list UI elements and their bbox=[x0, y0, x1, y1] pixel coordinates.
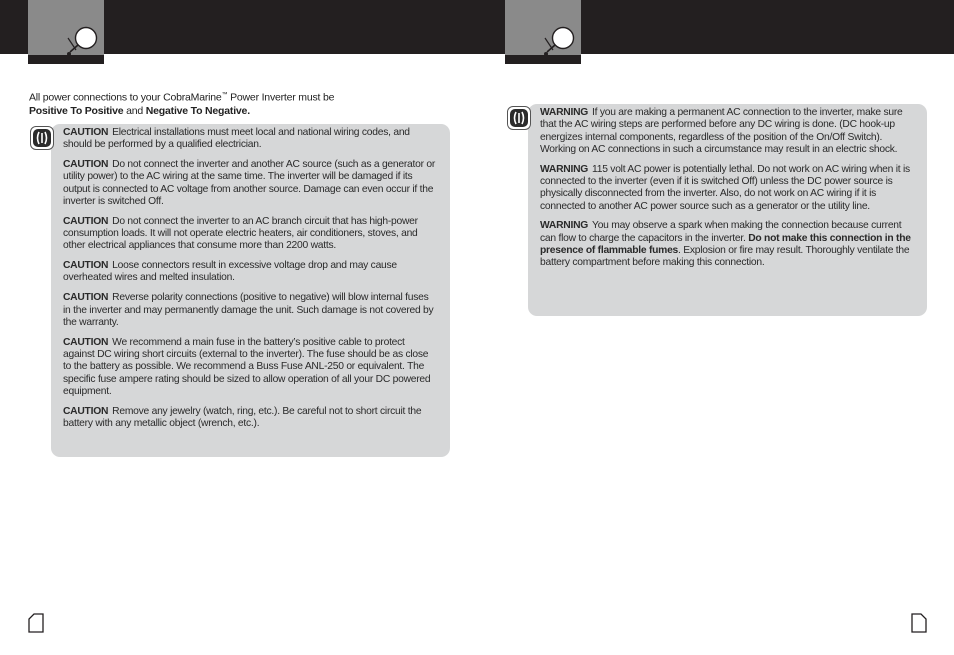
warning-label: WARNING bbox=[540, 163, 589, 175]
caution-note bbox=[63, 406, 438, 431]
intro-bold-positive: Positive To Positive bbox=[29, 104, 124, 117]
caution-label: CAUTION bbox=[63, 159, 109, 171]
header-tab-left bbox=[28, 0, 104, 64]
magnifier-icon bbox=[64, 24, 104, 58]
caution-note bbox=[63, 159, 438, 208]
page-corner-icon bbox=[28, 613, 44, 633]
intro-text-2: Power Inverter must be bbox=[227, 91, 335, 104]
caution-text: Remove any jewelry (watch, ring, etc.). Be careful not to short circuit the battery with any metallic object (wrench, etc.). bbox=[63, 405, 422, 429]
warning-note bbox=[540, 107, 915, 156]
caution-text: Loose connectors result in excessive voltage drop and may cause overheated wires and melted insulation. bbox=[63, 260, 397, 284]
caution-list-left bbox=[63, 127, 438, 438]
caution-label: CAUTION bbox=[63, 405, 109, 417]
warning-text: You may observe a spark when making the connection because current can flow to charge the capacitors in the inverter. bbox=[540, 220, 902, 244]
caution-text: Do not connect the inverter to an AC branch circuit that has high-power consumption loads. It will not operate electric heaters, air conditioners, stoves, and other electrical appliances that consume more than 2200 watts. bbox=[63, 215, 418, 252]
caution-label: CAUTION bbox=[63, 260, 109, 272]
caution-note bbox=[63, 292, 438, 329]
warning-label: WARNING bbox=[540, 107, 589, 118]
warning-emphasis: Do not make this connection in the presence of flammable fumes bbox=[540, 232, 911, 256]
warning-note bbox=[540, 164, 915, 213]
warning-text: 115 volt AC power is potentially lethal. Do not work on AC wiring when it is connected to the inverter (even if it is switched Off) unless the DC power source is physically disconnected from the inverter. Also, do not work on AC wiring if it is connected to another AC power source such as a generator or the utility line. bbox=[540, 163, 910, 212]
caution-note bbox=[63, 127, 438, 152]
caution-label: CAUTION bbox=[63, 215, 109, 227]
intro-and: and bbox=[123, 104, 146, 117]
caution-note bbox=[63, 260, 438, 285]
caution-text: Do not connect the inverter and another AC source (such as a generator or utility power) to the AC wiring at the same time. The inverter will be damaged if its output is connected to AC voltage from another source. Damage can even occur if the inverter is switched Off. bbox=[63, 159, 436, 207]
page-corner-icon bbox=[911, 613, 927, 633]
warning-note bbox=[540, 220, 915, 269]
caution-text: We recommend a main fuse in the battery’s positive cable to protect against DC wiring short circuits (external to the inverter). The fuse should be as close to the battery as possible. We recommend a Buss Fuse ANL-250 or equivalent. The specific fuse ampere rating should be sized to allow operation of all your DC powered equipment. bbox=[63, 336, 431, 397]
magnifier-icon bbox=[541, 24, 581, 58]
intro-paragraph bbox=[29, 89, 449, 118]
caution-text: Reverse polarity connections (positive to negative) will blow internal fuses in the inverter and may permanently damage the unit. Such damage is not covered by the warranty. bbox=[63, 292, 434, 328]
intro-text: All power connections to your CobraMarine bbox=[29, 91, 222, 104]
caution-note bbox=[63, 216, 438, 253]
warning-text-end: . Explosion or fire may result. Thoroughly ventilate the battery compartment before making this connection. bbox=[540, 244, 910, 269]
caution-icon bbox=[507, 106, 531, 130]
caution-text: Electrical installations must meet local and national wiring codes, and should be performed by a qualified electrician. bbox=[63, 127, 410, 151]
intro-bold-negative: Negative To Negative. bbox=[145, 104, 250, 117]
caution-icon bbox=[30, 126, 54, 150]
caution-label: CAUTION bbox=[63, 292, 109, 304]
trademark-mark: ™ bbox=[221, 92, 228, 98]
header-tab-right bbox=[505, 0, 581, 64]
warning-text: If you are making a permanent AC connection to the inverter, make sure that the AC wiring steps are performed before any DC wiring is done. (DC hook-up energizes internal components, regardless of the position of the On/Off Switch). Working on AC connections in such a circumstance may result in an electric shock. bbox=[540, 107, 903, 155]
caution-label: CAUTION bbox=[63, 336, 109, 348]
caution-note bbox=[63, 337, 438, 398]
warning-label: WARNING bbox=[540, 220, 589, 232]
caution-label: CAUTION bbox=[63, 127, 109, 138]
warning-list-right bbox=[540, 107, 915, 277]
